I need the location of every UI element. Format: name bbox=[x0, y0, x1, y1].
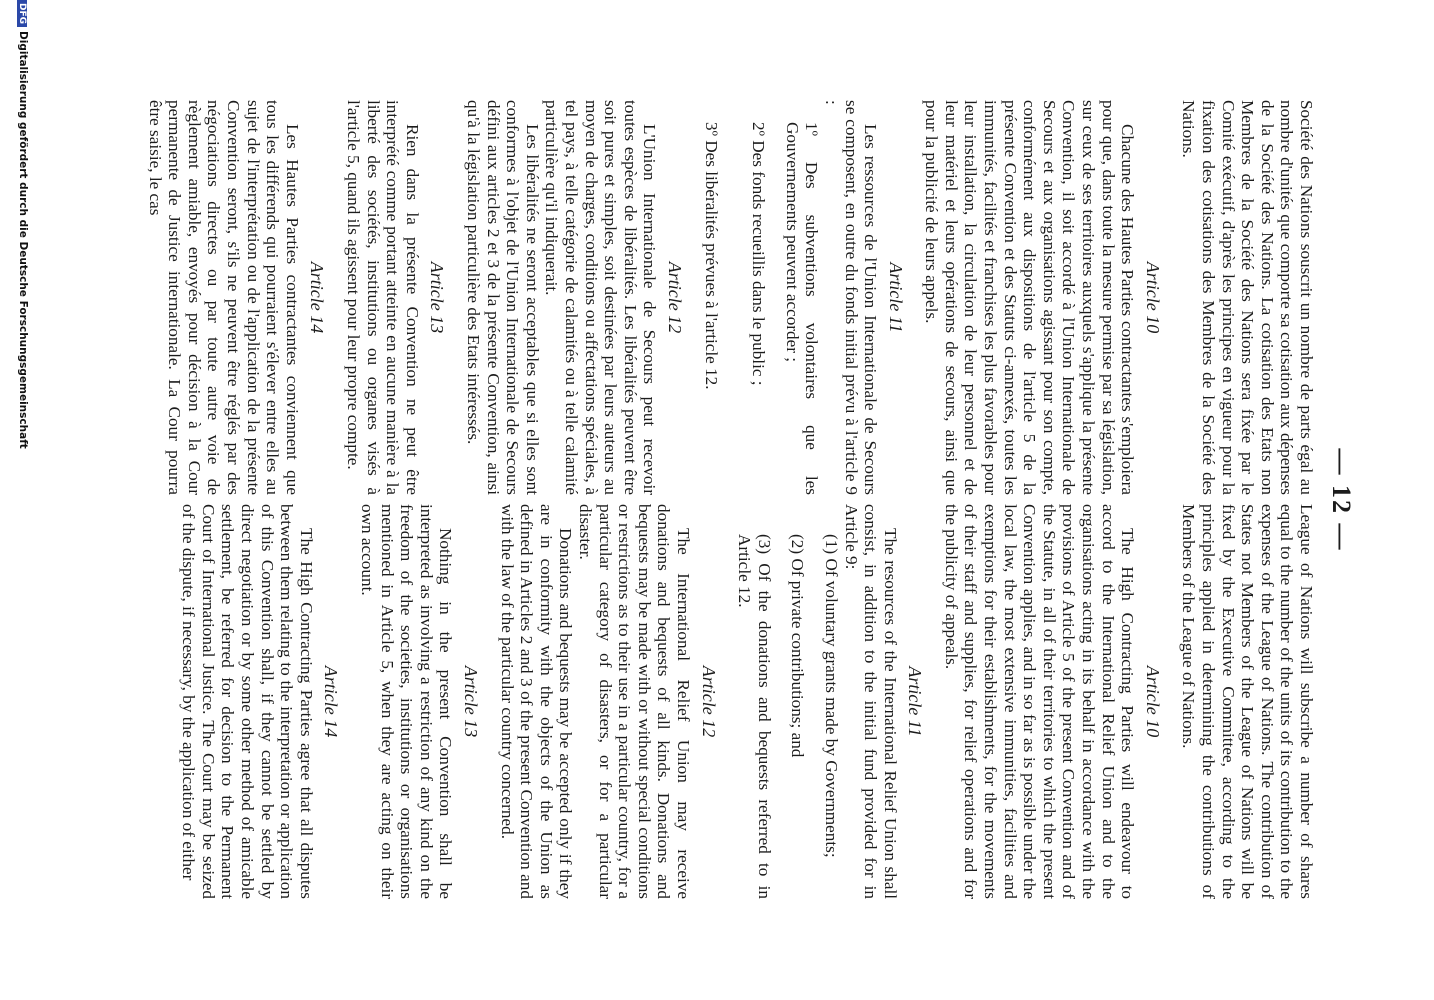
english-article-14-title: Article 14 bbox=[321, 665, 342, 738]
english-article-11-item-1: (1) Of voluntary grants made by Governments; bbox=[821, 534, 841, 858]
english-article-13-title: Article 13 bbox=[461, 665, 482, 738]
digitization-footer bbox=[17, 0, 29, 1000]
english-article-10-text: The High Contracting Parties will endeavour to accord to the International Relief Union and to the organisations acting in its behalf in accordance with the provisions of Article 5 of the present Convention and of the Statute, in all of their territories to which the present Convention applies, and in so far as is possible under the local law, the most extensive immunities, facilities and exemptions for their establishments, for the movements of their staff and supplies, for relief operations and for the publicity of appeals. bbox=[941, 504, 1138, 899]
page-number: — 12 — bbox=[1327, 448, 1356, 552]
french-article-11-item-2: 2º Des fonds recueillis dans le public ; bbox=[749, 122, 769, 386]
french-article-11-title: Article 11 bbox=[885, 262, 906, 333]
french-article-10-title: Article 10 bbox=[1142, 261, 1163, 334]
french-article-14-text: Les Hautes Parties contractantes conviennent que tous les différends qui pourraient s'élever entre elles au sujet de l'interprétation ou de l'application de la présente Convention seront, s'ils ne peuvent être réglés par des négociations directes ou par toute autre voie de règlement amiable, envoyés pour décision à la Cour permanente de Justice internationale. La Cour pourra être saisie, le cas bbox=[145, 100, 302, 495]
english-article-14-text: The High Contracting Parties agree that all disputes between them relating to the interpretation or application of this Convention shall, if they cannot be settled by direct negotiation or by some other method of amicable settlement, be referred for decision to the Permanent Court of International Justice. The Court may be seized of the dispute, if necessary, by the application of either bbox=[179, 504, 316, 899]
french-article-13-title: Article 13 bbox=[427, 261, 448, 334]
english-article-11-title: Article 11 bbox=[905, 666, 926, 737]
english-article-10-title: Article 10 bbox=[1142, 665, 1163, 738]
english-article-12-para-2: Donations and bequests may be accepted only if they are in conformity with the objects of the Union as defined in Articles 2 and 3 of the present Convention and with the law of the particular country concerned. bbox=[497, 504, 576, 899]
dfg-logo: DFG bbox=[17, 0, 27, 27]
english-article-13-text: Nothing in the present Convention shall be interpreted as involving a restriction of any kind on the freedom of the societies, institutions or organisations mentioned in Article 5, when they are acting on their own account. bbox=[358, 504, 456, 899]
english-article-11-text: The resources of the International Relief Union shall consist, in addition to the initial fund provided for in Article 9: bbox=[841, 504, 900, 899]
french-article-10-text: Chacune des Hautes Parties contractantes s'emploiera pour que, dans toute la mesure permise par sa législation, sur ceux de ses territoires auxquels s'applique la présente Convention, il soit accordé à l'Union Internationale de Secours et aux organisations agissant pour son compte, conformément aux dispositions de l'article 5 de la présente Convention et des Statuts ci-annexés, toutes les immunités, facilités et franchises les plus favorables pour leur installation, la circulation de leur personnel et de leur matériel et leurs opérations de secours, ainsi que pour la publicité de leurs appels. bbox=[922, 100, 1138, 495]
french-article-12-title: Article 12 bbox=[664, 261, 685, 334]
french-article-11-item-1: 1º Des subventions volontaires que les Gouvernements peuvent accorder ; bbox=[782, 122, 822, 495]
french-article-11-text: Les ressources de l'Union Internationale de Secours se composent, en outre du fonds initial prévu à l'article 9 : bbox=[821, 100, 881, 495]
french-article-13-text: Rien dans la présente Convention ne peut être interprété comme portant atteinte en aucune manière à la liberté des sociétés, institutions ou organes visés à l'article 5, quand ils agissent pour leur propre compte. bbox=[344, 100, 422, 495]
english-article-11-item-3: (3) Of the donations and bequests referred to in Article 12. bbox=[735, 534, 774, 899]
french-article-12-para-2: Les libéralités ne seront acceptables que si elles sont conformes à l'objet de l'Union Internationale de Secours défini aux articles 2 et 3 de la présente Convention, ainsi qu'à la législation particulière des Etats intéressés. bbox=[464, 100, 542, 495]
footer-text: Digitalisierung gefördert durch die Deutsche Forschungsgemeinschaft bbox=[17, 31, 29, 449]
french-article-14-title: Article 14 bbox=[307, 261, 328, 334]
french-intro: Société des Nations souscrit un nombre de parts égal au nombre d'unités que comporte sa cotisation aux dépenses de la Société des Nations. La cotisation des Etats non Membres de la Société des Nations sera fixée par le Comité exécutif, d'après les principes en vigueur pour la fixation des cotisations des Membres de la Société des Nations. bbox=[1179, 100, 1316, 495]
english-article-12-para-1: The International Relief Union may receive donations and bequests of all kinds. Donations and bequests may be made with or without special conditions or restrictions as to their use in a particular country, for a particular category of disasters, or for a particular disaster. bbox=[576, 504, 693, 899]
english-article-12-title: Article 12 bbox=[698, 665, 719, 738]
french-article-12-para-1: L'Union Internationale de Secours peut recevoir toutes espèces de libéralités. Les libéralités peuvent être soit pures et simples, soit destinées par leurs auteurs au moyen de charges, conditions ou affectations spéciales, à tel pays, à telle catégorie de calamités ou à telle calamité particulière qu'il indiquerait. bbox=[542, 100, 660, 495]
english-column bbox=[179, 504, 1316, 899]
french-column bbox=[145, 100, 1316, 495]
english-article-11-item-2: (2) Of private contributions; and bbox=[788, 534, 808, 758]
french-article-11-item-3: 3º Des libéralités prévues à l'article 12. bbox=[701, 122, 721, 390]
english-intro: League of Nations will subscribe a number of shares equal to the number of the units of its contribution to the expenses of the League of Nations. The contribution of States not Members of the League of Nations will be fixed by the Executive Committee, according to the principles applied in determining the contributions of Members of the League of Nations. bbox=[1179, 504, 1316, 899]
